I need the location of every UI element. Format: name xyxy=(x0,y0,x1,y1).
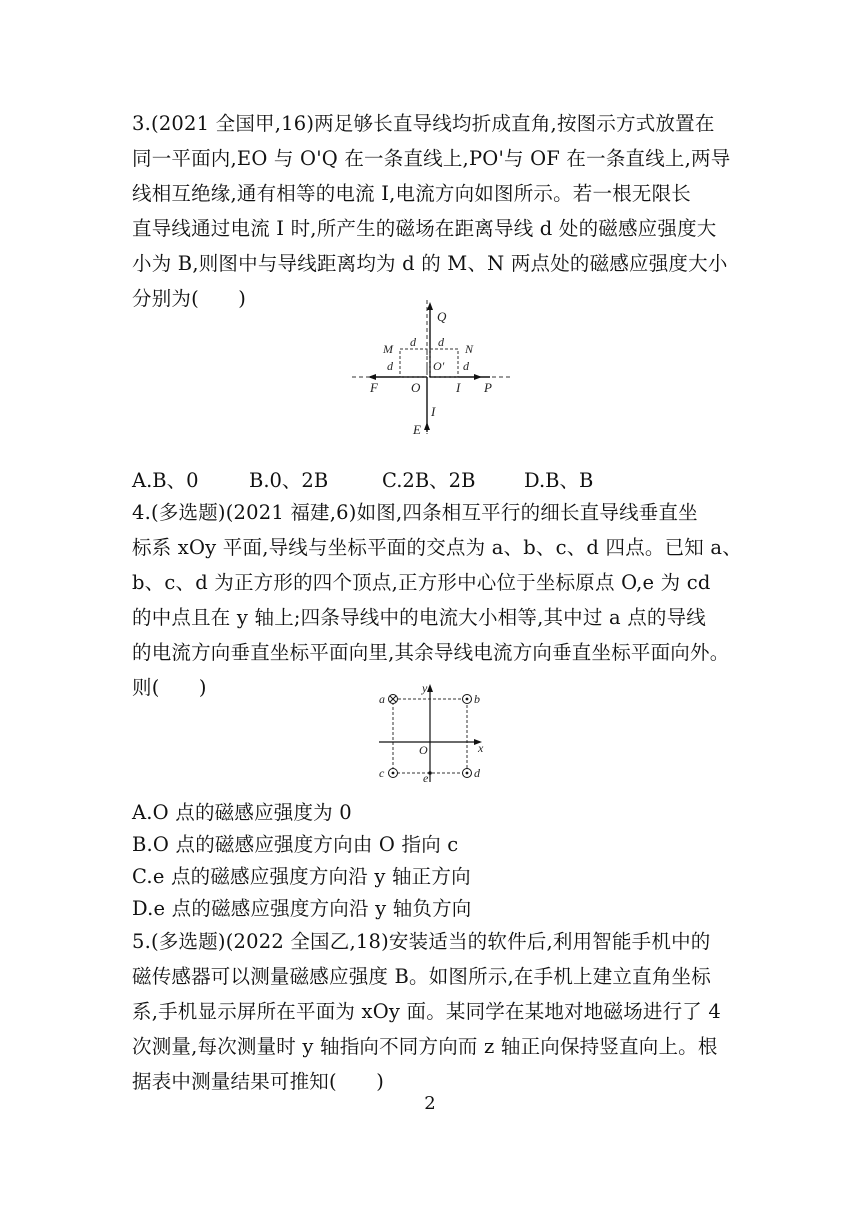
q4-option-a[interactable]: A.O 点的磁感应强度为 0 xyxy=(132,801,352,824)
q3-label-d-top-right: d xyxy=(438,335,444,349)
q4-label-a: a xyxy=(379,692,385,706)
q3-label-i-right: I xyxy=(456,380,461,395)
q3-line-2: 同一平面内,EO 与 O'Q 在一条直线上,PO'与 OF 在一条直线上,两导 xyxy=(132,147,731,170)
q4-option-c[interactable]: C.e 点的磁感应强度方向沿 y 轴正方向 xyxy=(132,865,471,888)
q4-line-4: 的中点且在 y 轴上;四条导线中的电流大小相等,其中过 a 点的导线 xyxy=(132,606,707,629)
q4-line-2: 标系 xOy 平面,导线与坐标平面的交点为 a、b、c、d 四点。已知 a、 xyxy=(132,536,742,559)
q3-label-d-top-left: d xyxy=(410,335,416,349)
q4-label-b: b xyxy=(474,692,480,706)
q5-line-1: 5.(多选题)(2022 全国乙,18)安装适当的软件后,利用智能手机中的 xyxy=(132,930,711,953)
q4-label-o: O xyxy=(419,743,428,757)
q3-option-a[interactable]: A.B、0 xyxy=(132,469,199,492)
q3-label-p: P xyxy=(484,380,492,395)
q3-wire-figure xyxy=(350,296,514,438)
q3-options xyxy=(132,465,692,491)
q3-label-m: M xyxy=(383,342,393,356)
q5-line-5: 据表中测量结果可推知( ) xyxy=(132,1070,385,1093)
q3-label-i-down: I xyxy=(431,404,436,419)
q4-option-d[interactable]: D.e 点的磁感应强度方向沿 y 轴负方向 xyxy=(132,897,472,920)
q4-line-6: 则( ) xyxy=(132,676,207,699)
q3-line-1: 3.(2021 全国甲,16)两足够长直导线均折成直角,按图示方式放置在 xyxy=(132,112,715,135)
q4-label-d: d xyxy=(474,766,480,780)
q3-option-c[interactable]: C.2B、2B xyxy=(382,469,476,492)
q4-line-3: b、c、d 为正方形的四个顶点,正方形中心位于坐标原点 O,e 为 cd xyxy=(132,571,711,594)
q4-option-b[interactable]: B.O 点的磁感应强度方向由 O 指向 c xyxy=(132,833,459,856)
q3-label-d-left: d xyxy=(387,359,393,373)
q5-line-2: 磁传感器可以测量磁感应强度 B。如图所示,在手机上建立直角坐标 xyxy=(132,965,711,988)
page-number: 2 xyxy=(424,1093,436,1114)
q4-label-c: c xyxy=(379,766,385,780)
q5-line-3: 系,手机显示屏所在平面为 xOy 面。某同学在某地对地磁场进行了 4 xyxy=(132,1000,722,1023)
q3-label-q: Q xyxy=(437,309,447,324)
q5-line-4: 次测量,每次测量时 y 轴指向不同方向而 z 轴正向保持竖直向上。根 xyxy=(132,1035,718,1058)
q3-option-b[interactable]: B.0、2B xyxy=(249,469,329,492)
q3-line-5: 小为 B,则图中与导线距离均为 d 的 M、N 两点处的磁感应强度大小 xyxy=(132,252,728,275)
q3-label-o-prime: O′ xyxy=(433,359,445,373)
q4-line-5: 的电流方向垂直坐标平面向里,其余导线电流方向垂直坐标平面向外。 xyxy=(132,641,730,664)
q4-label-y: y xyxy=(422,681,428,695)
q3-label-o: O xyxy=(411,380,421,395)
q3-label-f: F xyxy=(370,380,378,395)
q3-label-d-right: d xyxy=(463,359,469,373)
q3-option-d[interactable]: D.B、B xyxy=(524,469,594,492)
q4-label-e: e xyxy=(423,771,429,785)
q3-label-n: N xyxy=(465,342,474,356)
q3-line-6: 分别为( ) xyxy=(132,287,247,310)
q3-label-e: E xyxy=(413,422,421,437)
q4-label-x: x xyxy=(478,741,484,755)
q4-line-1: 4.(多选题)(2021 福建,6)如图,四条相互平行的细长直导线垂直坐 xyxy=(132,501,698,524)
q3-line-4: 直导线通过电流 I 时,所产生的磁场在距离导线 d 处的磁感应强度大 xyxy=(132,217,717,240)
q4-square-figure xyxy=(374,678,492,786)
q3-line-3: 线相互绝缘,通有相等的电流 I,电流方向如图所示。若一根无限长 xyxy=(132,182,691,205)
